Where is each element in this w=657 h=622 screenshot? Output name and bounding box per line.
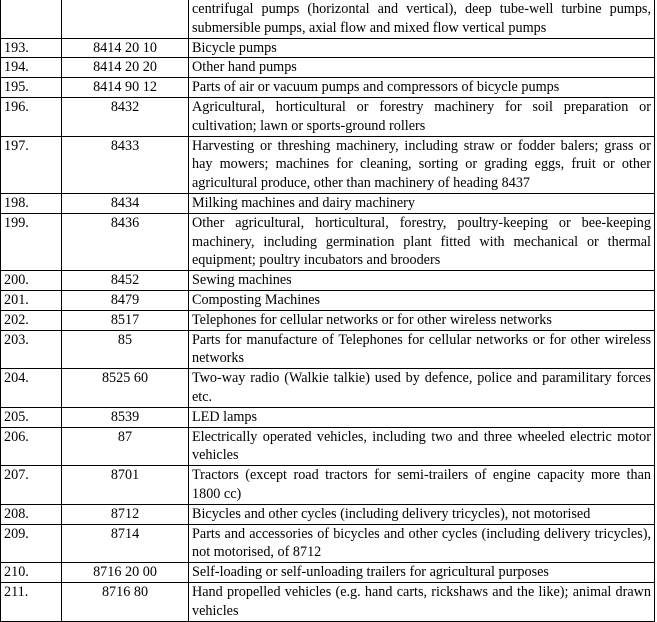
table-row [1, 58, 655, 78]
serial-number-cell: 198. [1, 193, 62, 213]
description-cell: Other agricultural, horticultural, forestry, poultry-keeping or bee-keeping machinery, including germination plant fitted with mechanical or thermal equipment; poultry incubators and brooders [189, 213, 655, 270]
serial-number-cell: 193. [1, 38, 62, 58]
tariff-code-cell: 8414 90 12 [62, 78, 189, 98]
serial-number-cell: 196. [1, 97, 62, 136]
table-row [1, 563, 655, 583]
table-row [1, 407, 655, 427]
serial-number-cell: 200. [1, 271, 62, 291]
serial-number-cell: 194. [1, 58, 62, 78]
description-cell: Harvesting or threshing machinery, including straw or fodder balers; grass or hay mowers; machines for cleaning, sorting or grading eggs, fruit or other agricultural produce, other than machinery of heading 8437 [189, 136, 655, 193]
description-cell: Parts of air or vacuum pumps and compressors of bicycle pumps [189, 78, 655, 98]
tariff-code-cell: 8539 [62, 407, 189, 427]
table-row [1, 466, 655, 505]
tariff-code-cell: 8433 [62, 136, 189, 193]
tariff-table-body [1, 0, 655, 621]
tariff-code-cell: 8712 [62, 504, 189, 524]
serial-number-cell: 197. [1, 136, 62, 193]
description-cell: Tractors (except road tractors for semi-trailers of engine capacity more than 1800 cc) [189, 466, 655, 505]
tariff-code-cell: 8525 60 [62, 369, 189, 408]
tariff-code-cell: 8716 20 00 [62, 563, 189, 583]
description-cell: Parts for manufacture of Telephones for cellular networks or for other wireless networks [189, 330, 655, 369]
serial-number-cell: 204. [1, 369, 62, 408]
tariff-code-cell: 8452 [62, 271, 189, 291]
table-row [1, 427, 655, 466]
table-row [1, 97, 655, 136]
table-row [1, 310, 655, 330]
description-cell: LED lamps [189, 407, 655, 427]
table-row [1, 369, 655, 408]
table-row [1, 213, 655, 270]
description-cell: Self-loading or self-unloading trailers for agricultural purposes [189, 563, 655, 583]
tariff-code-cell [62, 0, 189, 38]
serial-number-cell: 202. [1, 310, 62, 330]
description-cell: Composting Machines [189, 290, 655, 310]
tariff-code-cell: 8716 80 [62, 582, 189, 621]
table-row [1, 193, 655, 213]
serial-number-cell: 201. [1, 290, 62, 310]
serial-number-cell: 209. [1, 524, 62, 563]
tariff-code-cell: 8414 20 10 [62, 38, 189, 58]
description-cell: Milking machines and dairy machinery [189, 193, 655, 213]
table-row [1, 524, 655, 563]
table-row [1, 0, 655, 38]
description-cell: Agricultural, horticultural or forestry machinery for soil preparation or cultivation; lawn or sports-ground rollers [189, 97, 655, 136]
description-cell: Two-way radio (Walkie talkie) used by defence, police and paramilitary forces etc. [189, 369, 655, 408]
table-row [1, 271, 655, 291]
tariff-code-cell: 8479 [62, 290, 189, 310]
description-cell: centrifugal pumps (horizontal and vertical), deep tube-well turbine pumps, submersible pumps, axial flow and mixed flow vertical pumps [189, 0, 655, 38]
description-cell: Bicycles and other cycles (including delivery tricycles), not motorised [189, 504, 655, 524]
serial-number-cell: 210. [1, 563, 62, 583]
tariff-code-cell: 8434 [62, 193, 189, 213]
table-row [1, 38, 655, 58]
description-cell: Sewing machines [189, 271, 655, 291]
serial-number-cell: 211. [1, 582, 62, 621]
table-row [1, 136, 655, 193]
description-cell: Other hand pumps [189, 58, 655, 78]
tariff-code-cell: 87 [62, 427, 189, 466]
description-cell: Bicycle pumps [189, 38, 655, 58]
serial-number-cell: 207. [1, 466, 62, 505]
table-row [1, 78, 655, 98]
description-cell: Hand propelled vehicles (e.g. hand carts, rickshaws and the like); animal drawn vehicles [189, 582, 655, 621]
description-cell: Telephones for cellular networks or for other wireless networks [189, 310, 655, 330]
serial-number-cell: 195. [1, 78, 62, 98]
description-cell: Electrically operated vehicles, including two and three wheeled electric motor vehicles [189, 427, 655, 466]
serial-number-cell [1, 0, 62, 38]
table-row [1, 582, 655, 621]
serial-number-cell: 199. [1, 213, 62, 270]
tariff-code-cell: 8436 [62, 213, 189, 270]
tariff-code-cell: 8714 [62, 524, 189, 563]
serial-number-cell: 203. [1, 330, 62, 369]
serial-number-cell: 208. [1, 504, 62, 524]
tariff-code-cell: 8517 [62, 310, 189, 330]
tariff-code-cell: 85 [62, 330, 189, 369]
table-row [1, 330, 655, 369]
tariff-code-cell: 8701 [62, 466, 189, 505]
table-row [1, 290, 655, 310]
tariff-code-cell: 8432 [62, 97, 189, 136]
tariff-code-cell: 8414 20 20 [62, 58, 189, 78]
table-row [1, 504, 655, 524]
description-cell: Parts and accessories of bicycles and other cycles (including delivery tricycles), not motorised, of 8712 [189, 524, 655, 563]
serial-number-cell: 206. [1, 427, 62, 466]
serial-number-cell: 205. [1, 407, 62, 427]
